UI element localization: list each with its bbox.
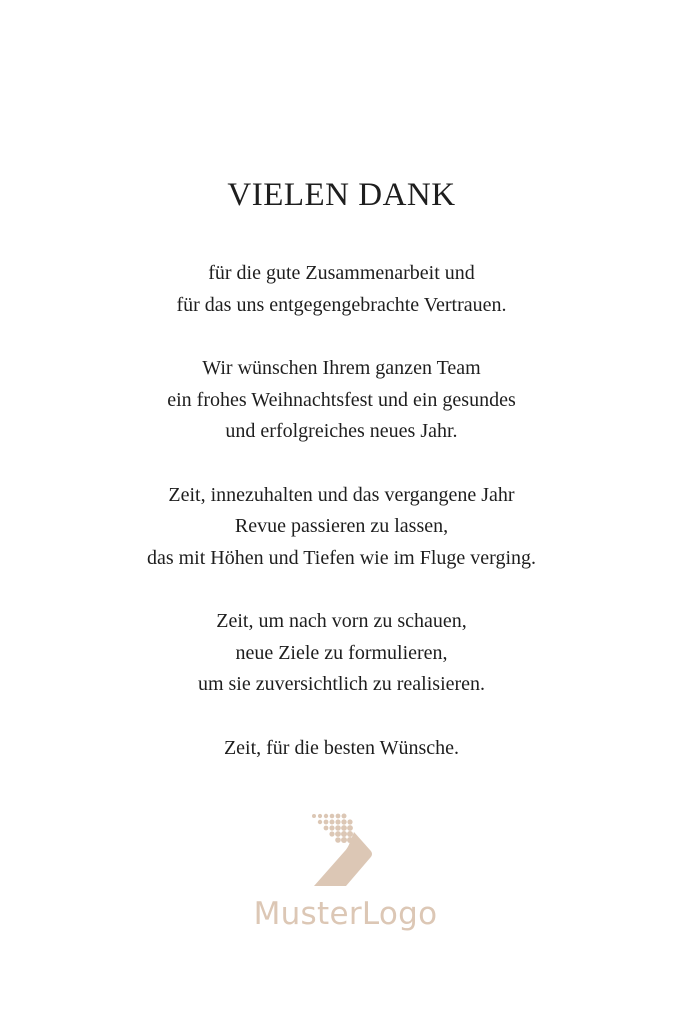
message-line: Zeit, um nach vorn zu schauen, <box>216 610 467 632</box>
message-line: und erfolgreiches neues Jahr. <box>225 420 458 442</box>
message-paragraph-1 <box>0 258 683 321</box>
message-line: für die gute Zusammenarbeit und <box>208 262 475 284</box>
card-title: VIELEN DANK <box>227 177 456 213</box>
message-line: für das uns entgegengebrachte Vertrauen. <box>176 293 507 316</box>
message-line: Zeit, für die besten Wünsche. <box>223 736 460 759</box>
message-line: Revue passieren zu lassen, <box>234 515 449 537</box>
message-paragraph-4 <box>0 606 683 701</box>
message-line: Wir wünschen Ihrem ganzen Team <box>202 357 481 379</box>
company-logo <box>0 812 683 932</box>
message-line: neue Ziele zu formulieren, <box>235 641 448 664</box>
message-paragraph-3 <box>0 480 683 575</box>
message-line: ein frohes Weihnachtsfest und ein gesundes <box>167 388 516 411</box>
message-paragraph-2 <box>0 353 683 448</box>
card-message <box>0 258 683 796</box>
logo-text: MusterLogo <box>253 896 438 932</box>
message-line: um sie zuversichtlich zu realisieren. <box>197 673 486 695</box>
message-paragraph-5 <box>0 733 683 765</box>
chevron-dots-logo-icon <box>310 812 374 888</box>
message-line: das mit Höhen und Tiefen wie im Fluge verging. <box>146 546 537 569</box>
message-line: Zeit, innezuhalten und das vergangene Jahr <box>168 483 515 506</box>
